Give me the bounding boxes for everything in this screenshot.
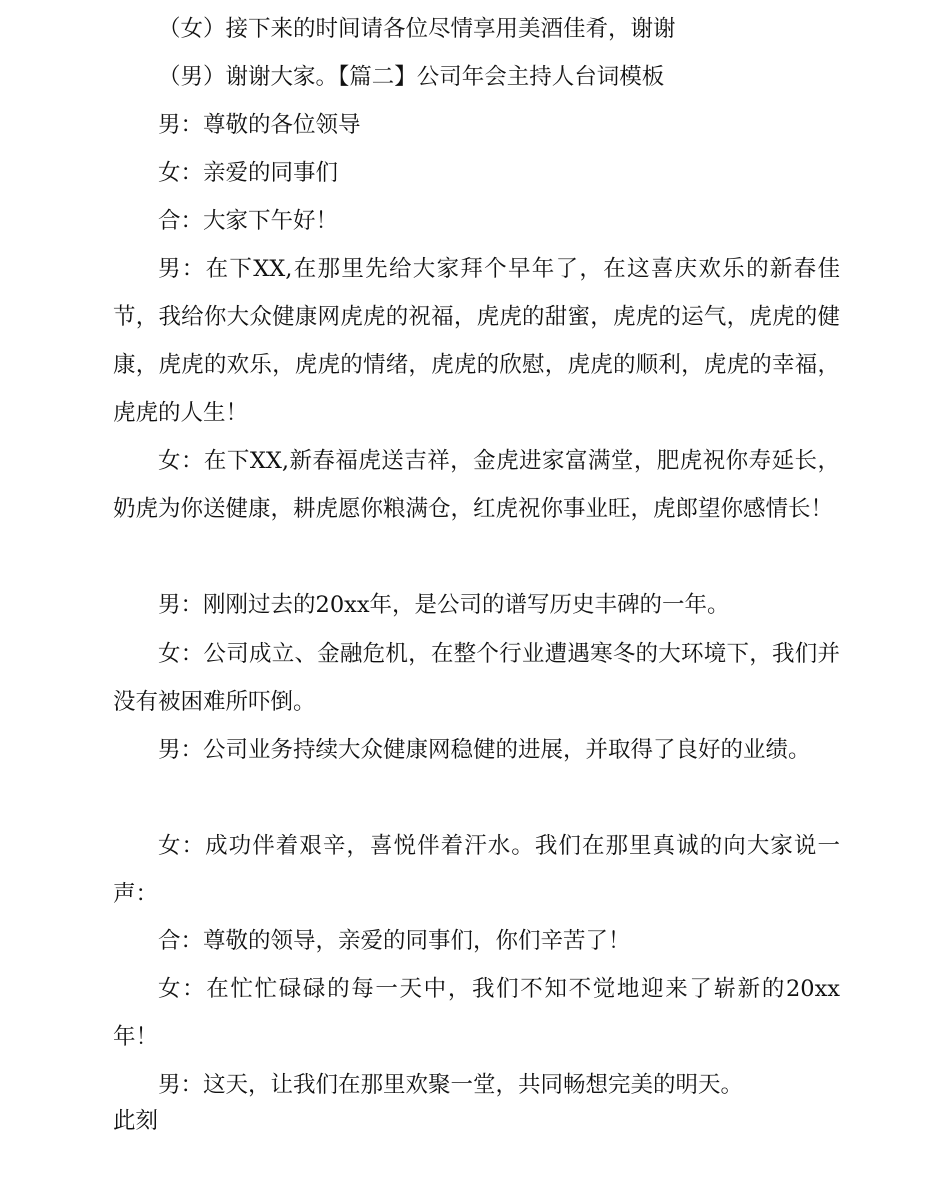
paragraph: 男：公司业务持续大众健康网稳健的进展，并取得了良好的业绩。 bbox=[158, 737, 811, 763]
paragraph: 女：在下XX,新春福虎送吉祥，金虎进家富满堂，肥虎祝你寿延长，奶虎为你送健康，耕虎愿你粮满仓，红虎祝你事业旺，虎郎望你感情长！ bbox=[113, 448, 840, 522]
paragraph: 女：在忙忙碌碌的每一天中，我们不知不觉地迎来了崭新的20xx年！ bbox=[113, 976, 840, 1050]
paragraph: 此刻 bbox=[113, 1108, 159, 1134]
paragraph: 男：这天，让我们在那里欢聚一堂，共同畅想完美的明天。 bbox=[158, 1072, 744, 1098]
paragraph: （男）谢谢大家。【篇二】公司年会主持人台词模板 bbox=[158, 64, 665, 90]
paragraph: 男：刚刚过去的20xx年，是公司的谱写历史丰碑的一年。 bbox=[158, 592, 730, 618]
paragraph: 男：尊敬的各位领导 bbox=[158, 112, 361, 138]
paragraph: 合：大家下午好！ bbox=[158, 208, 339, 234]
paragraph: 男：在下XX,在那里先给大家拜个早年了，在这喜庆欢乐的新春佳节，我给你大众健康网虎虎的祝福，虎虎的甜蜜，虎虎的运气，虎虎的健康，虎虎的欢乐，虎虎的情绪，虎虎的欣慰，虎虎的顺利，虎虎的幸福，虎虎的人生！ bbox=[113, 256, 840, 426]
paragraph: 合：尊敬的领导，亲爱的同事们，你们辛苦了！ bbox=[158, 928, 631, 954]
paragraph: 女：亲爱的同事们 bbox=[158, 160, 339, 186]
paragraph: 女：成功伴着艰辛，喜悦伴着汗水。我们在那里真诚的向大家说一声： bbox=[113, 833, 840, 907]
paragraph: 女：公司成立、金融危机，在整个行业遭遇寒冬的大环境下，我们并没有被困难所吓倒。 bbox=[113, 641, 840, 715]
paragraph: （女）接下来的时间请各位尽情享用美酒佳肴，谢谢 bbox=[158, 16, 676, 42]
